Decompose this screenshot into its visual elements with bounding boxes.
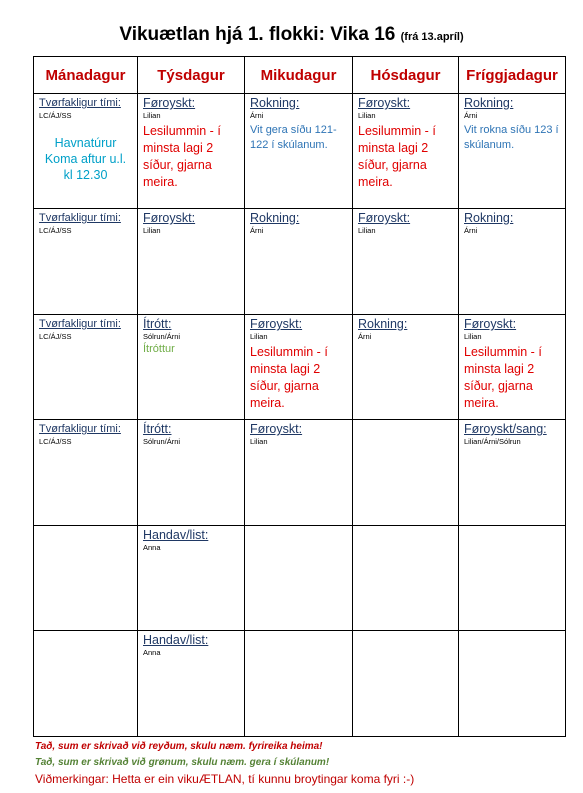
subject-label: Tvørfakligur tími: [39,212,121,225]
subject-label: Rokning: [358,317,408,332]
cell [459,209,566,315]
page-title [0,24,583,46]
day-header-monday: Mánadagur [34,57,138,94]
subject-label: Føroyskt: [143,96,196,110]
teacher-label: Árni [464,111,478,120]
title-main: Vikuætlan hjá 1. flokki: Vika 16 [119,24,396,45]
teacher-label: Lilian [143,111,161,120]
homework-note: Lesilummin - í minsta lagi 2 síður, gjarna meira. [250,345,328,411]
subject-label: Føroyskt: [250,422,303,437]
cell [245,315,353,420]
green-legend-note: Tað, sum er skrivað við grønum, skulu næm. gera í skúlanum! [35,757,330,768]
table-row [34,420,566,526]
subject-label: Tvørfakligur tími: [39,97,121,109]
cell-empty [245,630,353,736]
homework-note: Lesilummin - í minsta lagi 2 síður, gjarna meira. [464,345,542,411]
subject-label: Rokning: [464,96,514,110]
cell [353,94,459,209]
subject-label: Føroyskt: [250,317,303,332]
subject-label: Føroyskt: [143,211,196,226]
day-header-friday: Fríggjadagur [459,57,566,94]
table-row [34,315,566,420]
teacher-label: LC/ÁJ/SS [39,226,72,236]
table-row [34,630,566,736]
cell-empty [245,526,353,631]
day-header-thursday: Hósdagur [353,57,459,94]
homework-note: Lesilummin - í minsta lagi 2 síður, gjarna meira. [143,124,221,189]
cell [245,209,353,315]
table-row [34,94,566,209]
teacher-label: Lilian [250,437,268,447]
red-legend-note: Tað, sum er skrivað við reyðum, skulu næm. fyrireika heima! [35,741,323,752]
teacher-label: Anna [143,543,161,552]
cell [459,420,566,526]
cell-empty [353,630,459,736]
subject-label: Handav/list: [143,528,209,542]
header-row [34,57,566,94]
teacher-label: Árni [464,226,478,236]
subject-label: Rokning: [250,96,300,110]
subject-label: Føroyskt: [358,211,411,226]
subject-label: Rokning: [464,211,514,226]
teacher-label: Sólrun/Árni [143,332,181,342]
cell [138,630,245,736]
subject-label: Ítrótt: [143,422,172,437]
teacher-label: Lilian [358,226,376,236]
cell-empty [353,526,459,631]
school-note: Ítróttur [143,343,175,356]
teacher-label: Árni [250,111,264,120]
subject-label: Føroyskt: [464,317,517,332]
cell [353,209,459,315]
subject-label: Føroyskt/sang: [464,422,547,437]
cell-note: Havnatúrur Koma aftur u.l. kl 12.30 [44,136,127,182]
cell [138,526,245,631]
teacher-label: Sólrun/Árni [143,437,181,447]
subject-label: Ítrótt: [143,317,172,332]
cell-note: Vit rokna síðu 123 í skúlanum. [464,124,559,151]
day-header-wednesday: Mikudagur [245,57,353,94]
cell [34,94,138,209]
teacher-label: Anna [143,647,161,657]
teacher-label: LC/ÁJ/SS [39,437,72,447]
cell-note: Vit gera síðu 121-122 í skúlanum. [250,124,337,151]
cell [34,209,138,315]
cell [138,420,245,526]
cell [138,94,245,209]
subject-label: Handav/list: [143,632,209,647]
cell [138,209,245,315]
teacher-label: Lilian/Árni/Sólrun [464,437,521,447]
table-row [34,526,566,631]
subject-label: Føroyskt: [358,96,411,110]
subject-label: Tvørfakligur tími: [39,423,121,436]
cell [34,315,138,420]
cell [353,315,459,420]
cell-empty [459,630,566,736]
cell-empty [459,526,566,631]
cell [34,420,138,526]
teacher-label: Árni [250,226,264,236]
teacher-label: LC/ÁJ/SS [39,111,72,120]
schedule-table [33,56,566,737]
cell [459,315,566,420]
teacher-label: Lilian [143,226,161,236]
subject-label: Tvørfakligur tími: [39,318,121,331]
teacher-label: Lilian [358,111,376,120]
cell-empty [34,630,138,736]
teacher-label: LC/ÁJ/SS [39,332,72,342]
teacher-label: Lilian [464,332,482,342]
cell [459,94,566,209]
title-date: (frá 13.apríl) [400,31,464,43]
subject-label: Rokning: [250,211,300,226]
homework-note: Lesilummin - í minsta lagi 2 síður, gjarna meira. [358,124,436,189]
cell-empty [353,420,459,526]
cell-empty [34,526,138,631]
table-row [34,209,566,315]
teacher-label: Árni [358,332,372,342]
cell [138,315,245,420]
cell [245,420,353,526]
day-header-tuesday: Týsdagur [138,57,245,94]
remarks: Viðmerkingar: Hetta er ein vikuÆTLAN, tí kunnu broytingar koma fyri :-) [35,772,415,786]
cell [245,94,353,209]
teacher-label: Lilian [250,332,268,342]
